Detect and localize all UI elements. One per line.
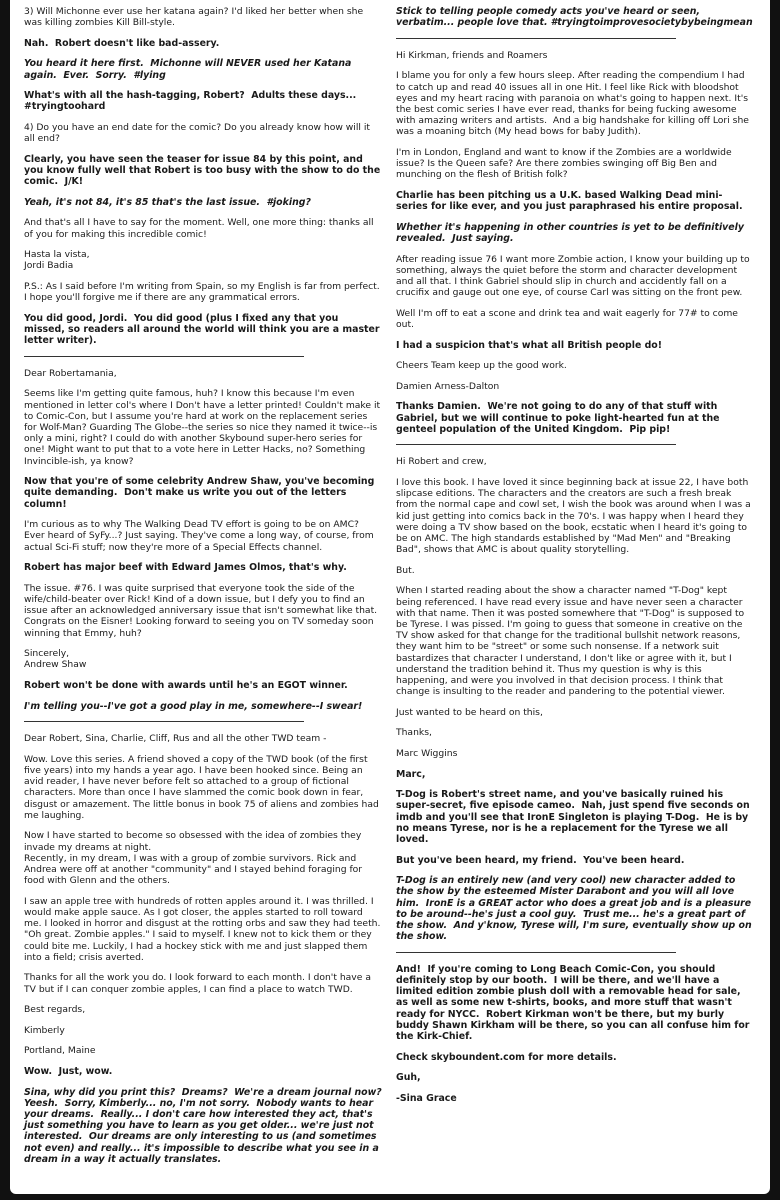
editor-reply: Wow. Just, wow.	[24, 1065, 113, 1077]
editor-reply: T-Dog is Robert's street name, and you've basically ruined his super-secret, five episode cameo. Nah, just spend five seconds on imdb and you'll see that IronE Singleton is playing T-Dog. He is by no means Tyrese, nor is he a replacement for the Tyrese we all loved.	[396, 789, 753, 845]
letter-paragraph: 4) Do you have an end date for the comic? Do you already know how will it all end?	[24, 121, 373, 145]
editor-reply: Check skyboundent.com for more details.	[396, 1051, 617, 1063]
letter-paragraph: After reading issue 76 I want more Zombie action, I know your building up to something, always the quiet before the storm and character development and all that. I think Gabriel should slip in church and accidently fall on a crucifix and gauge out one eye, of course Carl was sitting on the front pew.	[396, 253, 753, 299]
letter-paragraph: Hasta la vista, Jordi Badia	[24, 249, 90, 272]
section-divider	[24, 721, 304, 722]
editor-reply: Marc,	[396, 768, 426, 780]
editor-reply: I'm telling you--I've got a good play in me, somewhere--I swear!	[24, 700, 363, 712]
letter-paragraph: When I started reading about the show a character named "T-Dog" kept being referenced. I have read every issue and have never seen a character with that name. Then it was posted somewhere that "T-Dog" is supposed to be Tyrese. I was pissed. I'm going to guess that someone in creative on the TV show asked for that change for the traditional bullshit network reasons, they want him to be "street" or some such nonsense. If a network suit bastardizes that character I understand, I don't like or agree with it, but I understand the tradition behind it. Thus my question is why is this happening, and were you involved in that decision process. I think that change is insulting to the reader and pandering to the potential viewer.	[396, 585, 748, 698]
letter-paragraph: Dear Robert, Sina, Charlie, Cliff, Rus and all the other TWD team -	[24, 733, 327, 745]
letters-page	[10, 0, 770, 1194]
editor-reply: Clearly, you have seen the teaser for issue 84 by this point, and you know fully well that Robert is too busy with the show to do the comic. J/K!	[24, 153, 384, 188]
section-divider	[396, 952, 676, 953]
letter-paragraph: Thanks,	[396, 727, 432, 739]
letter-paragraph: I'm in London, England and want to know if the Zombies are a worldwide issue? Is the Queen safe? Are there zombies swinging off Big Ben and munching on the flesh of British folk?	[396, 147, 735, 181]
editor-reply: Yeah, it's not 84, it's 85 that's the last issue. #joking?	[24, 196, 311, 208]
letter-paragraph: And that's all I have to say for the moment. Well, one more thing: thanks all of you for making this incredible comic!	[24, 217, 377, 240]
editor-reply: What's with all the hash-tagging, Robert? Adults these days... #tryingtoohard	[24, 90, 360, 113]
letter-paragraph: But.	[396, 564, 415, 576]
section-divider	[396, 38, 676, 39]
letter-paragraph: I blame you for only a few hours sleep. After reading the compendium I had to catch up and read 40 issues all in one Hit. I feel like Rick with bloodshot eyes and my heart racing with paranoia on what's going to happen next. It's the best comic series I have ever read, thanks for being fucking awesome with amazing writers and artists. And a big handshake for killing off Lori she was a moaning bitch (My head bows for baby Judith).	[396, 70, 752, 138]
left-column	[24, 6, 389, 1174]
editor-reply: Nah. Robert doesn't like bad-assery.	[24, 37, 220, 49]
letter-paragraph: Thanks for all the work you do. I look forward to each month. I don't have a TV but if I can conquer zombie apples, I can find a place to watch TWD.	[24, 972, 374, 995]
letter-paragraph: Hi Robert and crew,	[396, 456, 487, 468]
letter-paragraph: Now I have started to become so obsessed with the idea of zombies they invade my dreams at night. Recently, in my dream, I was with a group of zombie survivors. Rick and Andrea were off at another "community" and I stayed behind foraging for food with Glenn and the others.	[24, 830, 363, 887]
letter-paragraph: Kimberly	[24, 1024, 65, 1036]
editor-reply: You heard it here first. Michonne will NEVER used her Katana again. Ever. Sorry. #lying	[24, 58, 355, 81]
right-column	[396, 6, 754, 1113]
letter-paragraph: Seems like I'm getting quite famous, huh? I know this because I'm even mentioned in letter col's where I Don't have a letter printed! Couldn't make it to Comic-Con, but I assume you're hard at work on the replacement series for Wolf-Man? Guarding The Globe--the series so nice they named it twice--is only a mini, right? I could do with another Skybound super-hero series for one! Might want to put that to a vote here in Letter Hacks, no? Something Invincible-ish, ya know?	[24, 388, 384, 467]
letter-paragraph: P.S.: As I said before I'm writing from Spain, so my English is far from perfect. I hope you'll forgive me if there are any grammatical errors.	[24, 280, 383, 304]
letter-paragraph: Just wanted to be heard on this,	[396, 706, 543, 718]
section-divider	[24, 356, 304, 357]
letter-paragraph: Sincerely, Andrew Shaw	[24, 648, 87, 671]
editor-reply: Thanks Damien. We're not going to do any of that stuff with Gabriel, but we will continue to poke light-hearted fun at the genteel population of the United Kingdom. Pip pip!	[396, 401, 723, 435]
editor-reply: And! If you're coming to Long Beach Comic-Con, you should definitely stop by our booth. I will be there, and we'll have a limited edition zombie plush doll with a removable head for sale, as well as some new t-shirts, books, and more stuff that wasn't ready for NYCC. Robert Kirkman won't be there, but my burly buddy Shawn Kirkham will be there, so you can all confuse him for the Kirk-Chief.	[396, 963, 753, 1042]
editor-reply: You did good, Jordi. You did good (plus I fixed any that you missed, so readers all around the world will think you are a master letter writer).	[24, 312, 383, 347]
editor-reply: But you've been heard, my friend. You've been heard.	[396, 854, 685, 866]
letter-paragraph: Wow. Love this series. A friend shoved a copy of the TWD book (of the first five years) into my hands a year ago. I have been hooked since. Being an avid reader, I have never before felt so attached to a group of fictional characters. More than once I have slammed the comic book down in fear, disgust or amazement. The little bonus in book 75 of aliens and zombies had me laughing.	[24, 753, 382, 821]
editor-reply: Charlie has been pitching us a U.K. based Walking Dead mini-series for like ever, and you just paraphrased his entire proposal.	[396, 190, 743, 213]
section-divider	[396, 444, 676, 445]
letter-paragraph: I love this book. I have loved it since beginning back at issue 22, I have both slipcase editions. The characters and the creators are such a fresh break from the normal cape and cowl set, I wish the book was around when I was a kid just getting into comics back in the 70's. I was happy when I heard they were doing a TV show based on the book, ecstatic when I heard it's going to be on AMC. The high standards established by "Mad Men" and "Breaking Bad", shows that AMC is about quality storytelling.	[396, 476, 754, 556]
editor-reply: Robert has major beef with Edward James Olmos, that's why.	[24, 562, 347, 574]
editor-reply: Whether it's happening in other countries is yet to be definitively revealed. Just saying.	[396, 221, 748, 244]
editor-reply: Now that you're of some celebrity Andrew Shaw, you've becoming quite demanding. Don't make us write you out of the letters column!	[24, 476, 378, 510]
letter-paragraph: Dear Robertamania,	[24, 367, 117, 379]
letter-paragraph: Best regards,	[24, 1004, 86, 1016]
editor-reply: Guh,	[396, 1072, 421, 1084]
letter-paragraph: I saw an apple tree with hundreds of rotten apples around it. I was thrilled. I would make apple sauce. As I got closer, the apples started to roll toward me. I looked in horror and disgust at the rotting orbs and saw they had teeth. "Oh great. Zombie apples." I said to myself. I knew not to kick them or they could bite me. Luckily, I had a hockey stick with me and just slapped them into a field; crisis averted.	[24, 895, 384, 963]
letter-paragraph: Well I'm off to eat a scone and drink tea and wait eagerly for 77# to come out.	[396, 307, 741, 330]
editor-reply: Sina, why did you print this? Dreams? We're a dream journal now? Yeesh. Sorry, Kimberly... no, I'm not sorry. Nobody wants to hear your dreams. Really... I don't care how interested they act, that's just something you have to learn as you get older... we're just not interested. Our dreams are only interesting to us (and sometimes not even) and really... it's impossible to describe what you see in a dream in a way it actually translates.	[24, 1086, 389, 1165]
letter-paragraph: 3) Will Michonne ever use her katana again? I'd liked her better when she was killing zombies Kill Bill-style.	[24, 6, 367, 29]
editor-reply: Robert won't be done with awards until he's an EGOT winner.	[24, 679, 348, 691]
letter-paragraph: Marc Wiggins	[396, 747, 458, 759]
editor-reply: Stick to telling people comedy acts you've heard or seen, verbatim... people love that. #tryingtoimprovesocietybybeingmean	[396, 6, 753, 29]
letter-paragraph: Cheers Team keep up the good work.	[396, 360, 567, 372]
editor-reply: T-Dog is an entirely new (and very cool) new character added to the show by the esteemed Mister Darabont and you will all love him. IronE is a GREAT actor who does a great job and is a pleasure to be around--he's just a cool guy. Trust me... he's a great part of the show. And y'know, Tyrese will, I'm sure, eventually show up on the show.	[396, 875, 755, 943]
letter-paragraph: I'm curious as to why The Walking Dead TV effort is going to be on AMC? Ever heard of SyFy...? Just saying. They've come a long way, of course, from actual Sci-Fi stuff; now they're more of a Special Effects channel.	[24, 519, 377, 553]
letter-paragraph: The issue. #76. I was quite surprised that everyone took the side of the wife/child-beater over Rick! Kind of a down issue, but I defy you to find an issue after an acknowledged anniversary issue that isn't somewhat like that. Congrats on the Eisner! Looking forward to seeing you on TV someday soon winning that Emmy, huh?	[24, 582, 381, 639]
letter-paragraph: Damien Arness-Dalton	[396, 380, 500, 392]
letter-paragraph: Portland, Maine	[24, 1045, 96, 1057]
editor-reply: I had a suspicion that's what all British people do!	[396, 339, 663, 351]
letter-paragraph: Hi Kirkman, friends and Roamers	[396, 49, 548, 61]
editor-reply: -Sina Grace	[396, 1092, 457, 1104]
